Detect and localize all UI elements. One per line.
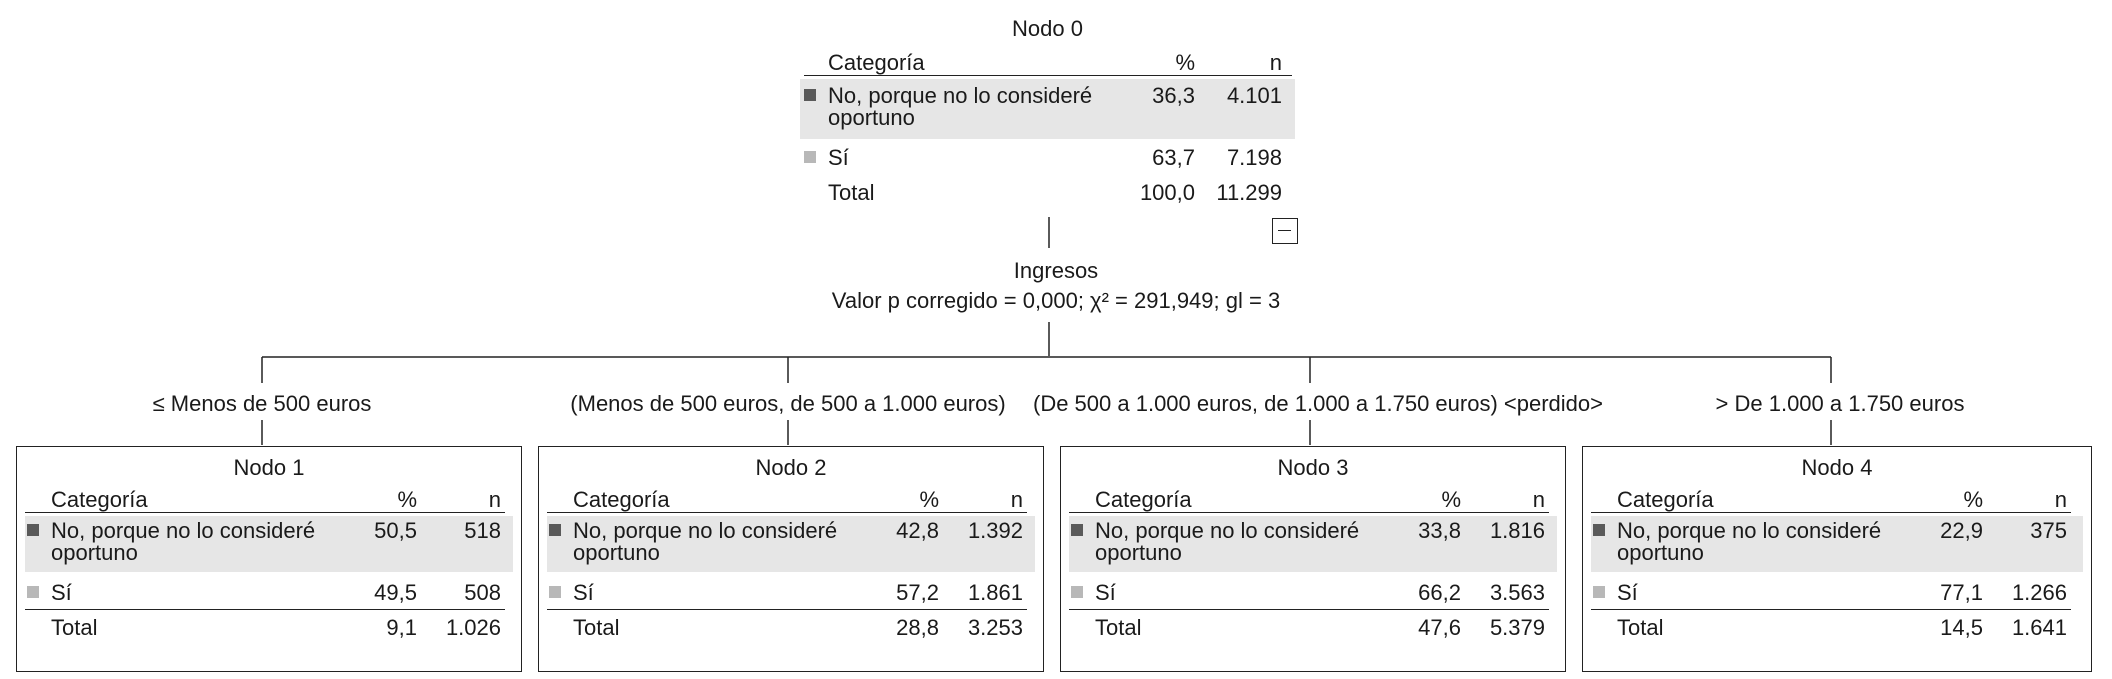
split-variable: Ingresos [1013,258,1099,283]
table-header [17,489,521,511]
table-row [1591,516,2083,572]
cell-pct: 22,9 [1940,518,1983,543]
cell-pct: 42,8 [896,518,939,543]
table-row [800,79,1295,139]
node-title: Nodo 2 [755,455,827,480]
category-label-cont: oportuno [1095,540,1182,565]
total-pct: 100,0 [1139,180,1195,205]
cell-n: 7.198 [1226,145,1282,170]
cell-n: 1.266 [2011,580,2067,605]
total-rule [1591,609,2071,610]
header-pct: % [1441,487,1461,512]
cell-pct: 36,3 [1152,83,1195,108]
collapse-node-0-button[interactable] [1272,218,1298,244]
total-row [25,617,513,641]
table-row [1591,581,2083,605]
header-pct: % [1963,487,1983,512]
header-pct: % [397,487,417,512]
node-title: Nodo 3 [1277,455,1349,480]
total-label: Total [1095,615,1142,640]
node-title: Nodo 1 [233,455,305,480]
edge-label-2: (Menos de 500 euros, de 500 a 1.000 euros) [570,391,1006,416]
total-pct: 47,6 [1418,615,1461,640]
category-swatch-no [1071,524,1083,536]
cell-n: 1.861 [967,580,1023,605]
header-pct: % [919,487,939,512]
total-rule [25,609,505,610]
cell-pct: 49,5 [374,580,417,605]
total-rule [1069,609,1549,610]
cell-pct: 66,2 [1418,580,1461,605]
table-header [1583,489,2091,511]
category-label: Sí [1095,580,1116,605]
total-n: 3.253 [967,615,1023,640]
total-pct: 28,8 [896,615,939,640]
category-swatch-si [804,151,816,163]
category-swatch-no [27,524,39,536]
node-0[interactable] [800,14,1295,214]
total-row [547,617,1035,641]
edge-label-3: (De 500 a 1.000 euros, de 1.000 a 1.750 euros) <perdido> [1033,391,1603,416]
category-label: Sí [828,145,849,170]
total-n: 5.379 [1489,615,1545,640]
category-label: No, porque no lo consideré [1095,518,1360,543]
table-row [800,146,1295,170]
table-header [800,52,1295,74]
total-n: 1.026 [445,615,501,640]
category-swatch-si [1593,586,1605,598]
node-title: Nodo 0 [1012,16,1083,41]
total-row [800,182,1295,206]
header-n: n [1269,50,1282,75]
table-header [1061,489,1565,511]
category-label-cont: oportuno [1617,540,1704,565]
category-label: Sí [573,580,594,605]
category-swatch-no [804,89,816,101]
total-pct: 9,1 [386,615,417,640]
category-label: No, porque no lo consideré [51,518,316,543]
cell-n: 518 [464,518,501,543]
table-row [25,581,513,605]
header-pct: % [1175,50,1195,75]
category-label: No, porque no lo consideré [828,83,1093,108]
header-categoria: Categoría [1095,487,1192,512]
cell-n: 375 [2030,518,2067,543]
category-label-cont: oportuno [828,105,915,130]
header-categoria: Categoría [1617,487,1714,512]
node-3[interactable] [1060,446,1566,672]
split-stats: Valor p corregido = 0,000; χ² = 291,949; gl = 3 [831,288,1281,313]
category-swatch-no [1593,524,1605,536]
node-title: Nodo 4 [1801,455,1873,480]
total-label: Total [828,180,875,205]
cell-n: 508 [464,580,501,605]
category-swatch-no [549,524,561,536]
table-row [547,581,1035,605]
minus-icon [1278,230,1291,231]
cell-n: 4.101 [1226,83,1282,108]
edge-label-4: > De 1.000 a 1.750 euros [1715,391,1965,416]
category-swatch-si [549,586,561,598]
header-categoria: Categoría [828,50,925,75]
category-swatch-si [1071,586,1083,598]
header-n: n [1532,487,1545,512]
cell-n: 3.563 [1489,580,1545,605]
header-n: n [1010,487,1023,512]
total-rule [547,609,1027,610]
table-row [1069,581,1557,605]
total-pct: 14,5 [1940,615,1983,640]
header-rule [1069,512,1549,513]
total-label: Total [573,615,620,640]
header-n: n [488,487,501,512]
total-label: Total [1617,615,1664,640]
category-label-cont: oportuno [573,540,660,565]
category-label: No, porque no lo consideré [1617,518,1882,543]
cell-pct: 50,5 [374,518,417,543]
total-n: 11.299 [1216,180,1282,205]
node-4[interactable] [1582,446,2092,672]
edge-label-1: ≤ Menos de 500 euros [152,391,372,416]
category-label-cont: oportuno [51,540,138,565]
cell-pct: 63,7 [1152,145,1195,170]
category-label: No, porque no lo consideré [573,518,838,543]
cell-pct: 77,1 [1940,580,1983,605]
category-label: Sí [51,580,72,605]
node-1[interactable] [16,446,522,672]
header-categoria: Categoría [51,487,148,512]
header-n: n [2054,487,2067,512]
table-row [25,516,513,572]
cell-n: 1.392 [967,518,1023,543]
header-rule [547,512,1027,513]
cell-pct: 57,2 [896,580,939,605]
table-row [1069,516,1557,572]
total-row [1591,617,2083,641]
total-label: Total [51,615,98,640]
header-rule [25,512,505,513]
header-rule [1591,512,2071,513]
header-rule [804,75,1292,76]
total-row [1069,617,1557,641]
cell-n: 1.816 [1489,518,1545,543]
table-header [539,489,1043,511]
table-row [547,516,1035,572]
header-categoria: Categoría [573,487,670,512]
cell-pct: 33,8 [1418,518,1461,543]
category-label: Sí [1617,580,1638,605]
node-2[interactable] [538,446,1044,672]
total-n: 1.641 [2011,615,2067,640]
category-swatch-si [27,586,39,598]
